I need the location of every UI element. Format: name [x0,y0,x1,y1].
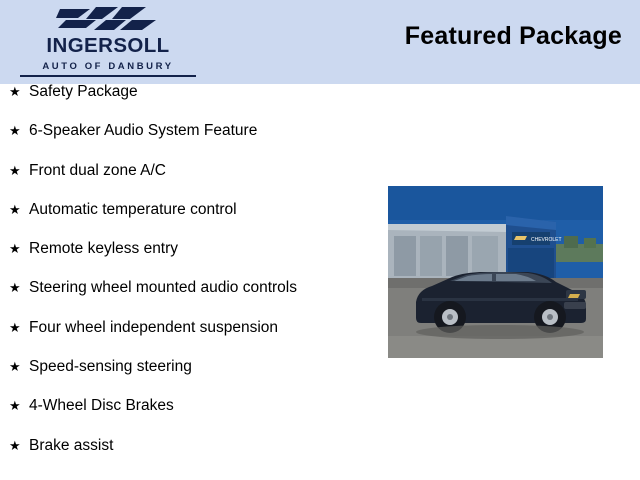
star-bullet-icon: ★ [9,241,21,257]
feature-label: Four wheel independent suspension [29,318,279,336]
star-bullet-icon: ★ [9,319,21,335]
star-bullet-icon: ★ [9,398,21,414]
list-item [0,241,380,280]
feature-list [0,84,380,477]
feature-label: Safety Package [29,83,138,100]
dealer-logo [8,4,208,80]
ingersoll-chevron-logo-icon [56,6,160,32]
list-item [0,84,380,123]
list-item [0,280,380,319]
star-bullet-icon: ★ [9,123,21,139]
feature-label: Speed-sensing steering [29,358,192,376]
list-item [0,359,380,398]
feature-label: Steering wheel mounted audio controls [29,279,297,297]
list-item [0,320,380,359]
star-bullet-icon: ★ [9,84,21,99]
feature-label: Remote keyless entry [29,240,179,258]
list-item [0,163,380,202]
star-bullet-icon: ★ [9,280,21,296]
svg-text:CHEVROLET: CHEVROLET [531,237,562,243]
star-bullet-icon: ★ [9,437,21,453]
header-banner [0,0,640,84]
feature-label: Brake assist [29,436,114,454]
list-item [0,438,380,477]
feature-label: 4-Wheel Disc Brakes [29,397,174,415]
vehicle-photo [388,186,603,358]
page-title: Featured Package [404,22,622,50]
star-bullet-icon: ★ [9,162,21,178]
feature-label: Front dual zone A/C [29,161,166,179]
logo-divider [20,75,196,77]
dealer-name: INGERSOLL [46,34,170,57]
list-item [0,398,380,437]
star-bullet-icon: ★ [9,359,21,375]
list-item [0,123,380,162]
dealer-subtitle: AUTO OF DANBURY [42,60,174,72]
list-item [0,202,380,241]
star-bullet-icon: ★ [9,201,21,217]
feature-label: Automatic temperature control [29,200,237,218]
feature-label: 6-Speaker Audio System Feature [29,122,258,140]
